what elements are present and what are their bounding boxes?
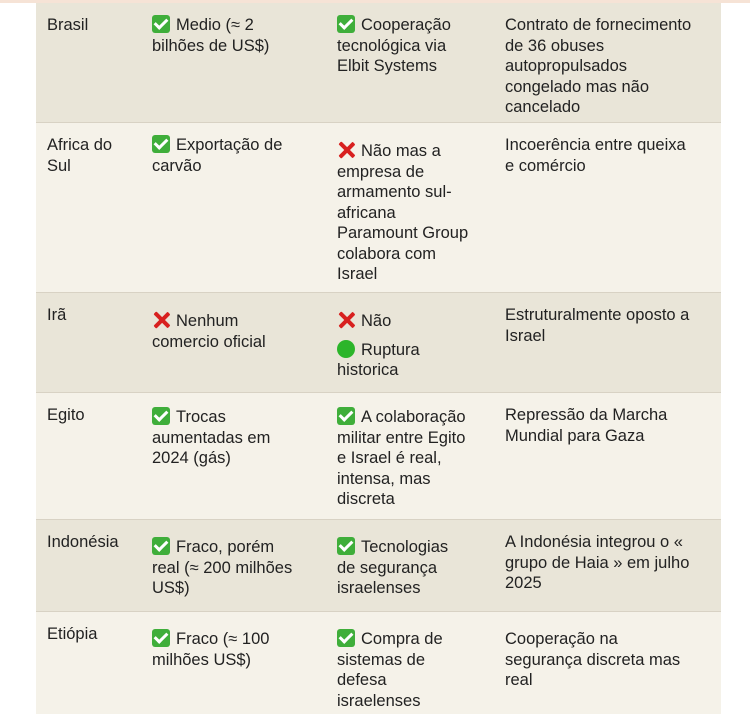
- military-line: israelenses: [337, 691, 421, 710]
- notes-cell: [505, 15, 717, 118]
- country-cell: [47, 135, 142, 176]
- military-line: intensa, mas: [337, 469, 431, 488]
- country-name: Africa do: [47, 136, 113, 154]
- military-cell: [337, 141, 487, 285]
- notes-line: Estruturalmente oposto a: [505, 306, 690, 324]
- check-mark-icon: [337, 407, 355, 425]
- military-line: historica: [337, 361, 399, 379]
- trade-line: bilhões de US$): [152, 36, 270, 55]
- trade-cell: [152, 15, 317, 56]
- trade-line: Fraco (≈ 100: [152, 629, 317, 650]
- military-line: Elbit Systems: [337, 57, 437, 75]
- country-cell: [47, 532, 142, 553]
- military-line: Não: [337, 311, 487, 332]
- trade-cell: [152, 537, 317, 599]
- notes-line: Incoerência entre queixa: [505, 136, 686, 154]
- notes-line: de 36 obuses: [505, 36, 605, 55]
- table-row-indonesia: [36, 520, 721, 612]
- check-mark-icon: [152, 15, 170, 33]
- notes-line: 2025: [505, 574, 542, 592]
- country-cell: [47, 15, 142, 36]
- notes-cell: [505, 135, 717, 176]
- country-cell: [47, 305, 142, 326]
- check-mark-icon: [152, 407, 170, 425]
- country-name: Brasil: [47, 16, 89, 34]
- trade-line: Trocas: [152, 407, 317, 428]
- check-mark-icon: [152, 537, 170, 555]
- notes-cell: [505, 305, 717, 346]
- table-row-ira: [36, 293, 721, 393]
- trade-line: carvão: [152, 156, 202, 175]
- trade-line: Medio (≈ 2: [152, 15, 317, 36]
- notes-line: Repressão da Marcha: [505, 406, 668, 424]
- trade-line: comercio oficial: [152, 332, 266, 351]
- table-row-brasil: [36, 3, 721, 123]
- country-name: Etiópia: [47, 625, 98, 643]
- military-cell: [337, 629, 487, 711]
- military-line: colabora com: [337, 244, 437, 263]
- country-cell: [47, 405, 142, 426]
- military-cell: [337, 537, 487, 599]
- table-row-egito: [36, 393, 721, 520]
- notes-line: autopropulsados: [505, 57, 628, 75]
- trade-line: milhões US$): [152, 650, 252, 669]
- check-mark-icon: [152, 135, 170, 153]
- cross-mark-icon: [152, 311, 170, 329]
- military-line: sistemas de: [337, 650, 426, 669]
- military-line: defesa: [337, 671, 387, 689]
- notes-line: real: [505, 671, 533, 689]
- check-mark-icon: [152, 629, 170, 647]
- military-line: Cooperação: [337, 15, 487, 36]
- notes-line: cancelado: [505, 98, 581, 116]
- table-row-etiopia: [36, 612, 721, 714]
- notes-line: Mundial para Gaza: [505, 426, 645, 445]
- military-line: discreta: [337, 490, 395, 508]
- trade-line: Exportação de: [152, 135, 317, 156]
- military-line: empresa de: [337, 162, 425, 181]
- trade-line: Fraco, porém: [152, 537, 317, 558]
- military-line: de segurança: [337, 558, 437, 577]
- notes-line: e comércio: [505, 156, 586, 175]
- country-name: Irã: [47, 306, 67, 324]
- military-line: Não mas a: [337, 141, 487, 162]
- trade-cell: [152, 629, 317, 670]
- military-line: Paramount Group: [337, 224, 469, 242]
- notes-line: Israel: [505, 326, 546, 345]
- notes-line: segurança discreta mas: [505, 650, 681, 669]
- green-circle-icon: [337, 340, 355, 358]
- trade-line: Nenhum: [152, 311, 317, 332]
- comparison-table: [36, 3, 721, 714]
- trade-line: real (≈ 200 milhões: [152, 558, 293, 577]
- military-line: tecnológica via: [337, 36, 447, 55]
- trade-line: US$): [152, 579, 190, 597]
- military-line: e Israel é real,: [337, 449, 442, 467]
- check-mark-icon: [337, 537, 355, 555]
- notes-line: grupo de Haia » em julho: [505, 553, 690, 572]
- notes-cell: [505, 405, 717, 446]
- military-line: Ruptura: [337, 340, 487, 361]
- notes-line: Contrato de fornecimento: [505, 16, 692, 34]
- military-cell: [337, 407, 487, 510]
- check-mark-icon: [337, 15, 355, 33]
- trade-cell: [152, 311, 317, 352]
- country-name: Egito: [47, 406, 85, 424]
- military-line: Compra de: [337, 629, 487, 650]
- notes-cell: [505, 629, 717, 691]
- notes-line: congelado mas não: [505, 77, 650, 96]
- trade-line: 2024 (gás): [152, 449, 231, 467]
- country-cell: [47, 624, 142, 645]
- notes-line: A Indonésia integrou o «: [505, 533, 683, 551]
- military-line: A colaboração: [337, 407, 487, 428]
- military-line: armamento sul-: [337, 183, 452, 201]
- trade-line: aumentadas em: [152, 428, 271, 447]
- military-cell: [337, 311, 487, 381]
- military-cell: [337, 15, 487, 77]
- military-line: Israel: [337, 265, 378, 283]
- country-name: Sul: [47, 156, 71, 175]
- notes-line: Cooperação na: [505, 630, 618, 648]
- country-name: Indonésia: [47, 533, 119, 551]
- military-line: africana: [337, 203, 396, 222]
- military-line: israelenses: [337, 579, 421, 597]
- trade-cell: [152, 407, 317, 469]
- table-row-africa-do-sul: [36, 123, 721, 293]
- notes-cell: [505, 532, 717, 594]
- military-line: militar entre Egito: [337, 428, 466, 447]
- cross-mark-icon: [337, 311, 355, 329]
- check-mark-icon: [337, 629, 355, 647]
- trade-cell: [152, 135, 317, 176]
- military-line: Tecnologias: [337, 537, 487, 558]
- cross-mark-icon: [337, 141, 355, 159]
